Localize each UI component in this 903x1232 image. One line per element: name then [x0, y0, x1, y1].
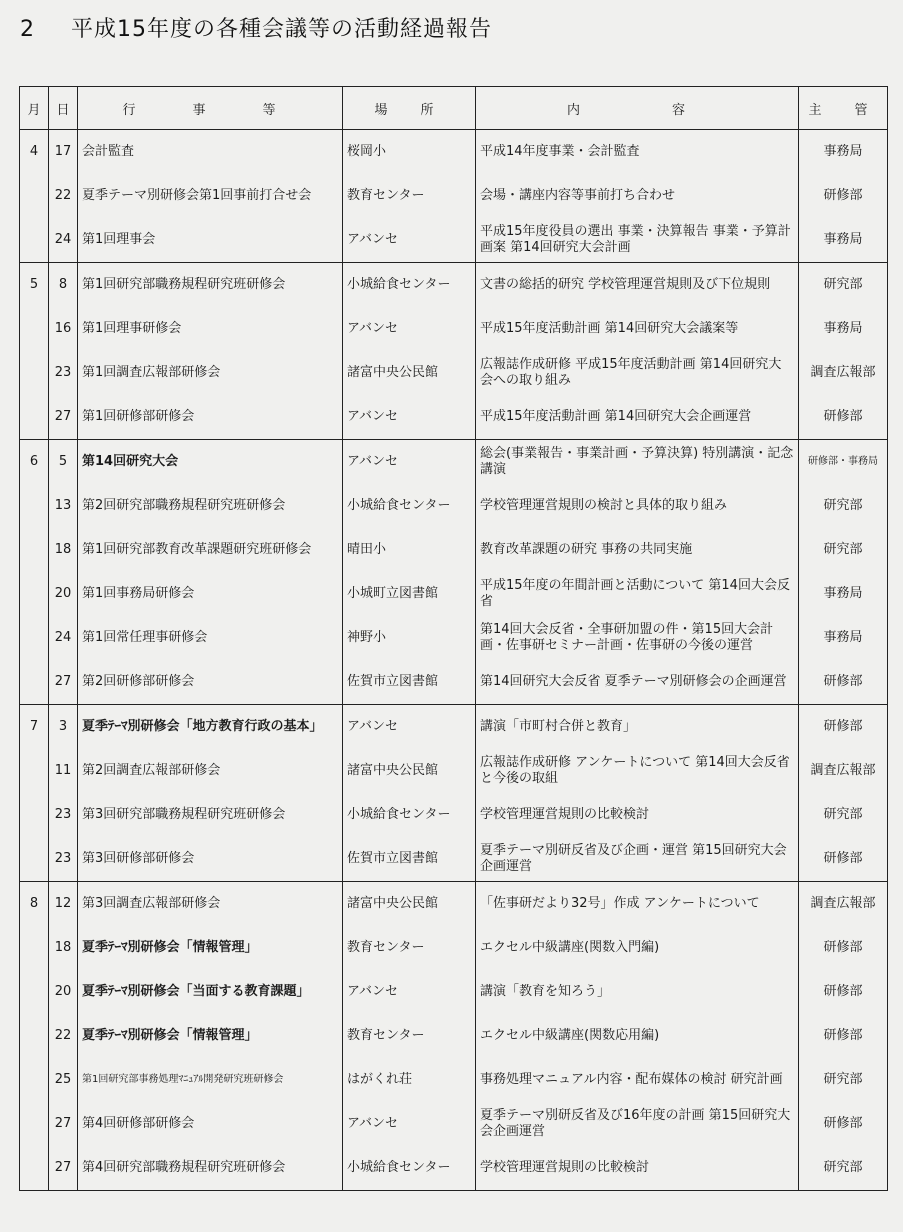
cell-month: [20, 1146, 49, 1191]
cell-place: 小城給食センター: [343, 484, 476, 528]
cell-event: 第1回研修部研修会: [78, 395, 343, 440]
cell-place: 桜岡小: [343, 130, 476, 175]
table-row: [20, 484, 888, 528]
cell-month: [20, 1102, 49, 1146]
cell-place: アバンセ: [343, 218, 476, 263]
cell-event: 第14回研究大会: [78, 440, 343, 485]
cell-month: [20, 1014, 49, 1058]
header-owner: 主 管: [799, 87, 888, 130]
table-row: [20, 528, 888, 572]
table-row: [20, 572, 888, 616]
cell-event: 第1回調査広報部研修会: [78, 351, 343, 395]
cell-event: 夏季ﾃｰﾏ別研修会「当面する教育課題」: [78, 970, 343, 1014]
cell-day: 3: [49, 705, 78, 750]
cell-event: 第2回調査広報部研修会: [78, 749, 343, 793]
header-day: 日: [49, 87, 78, 130]
cell-owner: 研修部: [799, 174, 888, 218]
cell-event: 第3回調査広報部研修会: [78, 882, 343, 927]
cell-month: [20, 528, 49, 572]
table-row: [20, 130, 888, 175]
cell-owner: 研究部: [799, 793, 888, 837]
cell-content: 学校管理運営規則の検討と具体的取り組み: [476, 484, 799, 528]
table-row: [20, 351, 888, 395]
cell-owner: 事務局: [799, 572, 888, 616]
cell-content: エクセル中級講座(関数応用編): [476, 1014, 799, 1058]
cell-day: 23: [49, 351, 78, 395]
cell-event: 第2回研修部研修会: [78, 660, 343, 705]
cell-content: 平成14年度事業・会計監査: [476, 130, 799, 175]
cell-event: 第4回研修部研修会: [78, 1102, 343, 1146]
cell-day: 12: [49, 882, 78, 927]
cell-event: 第1回理事会: [78, 218, 343, 263]
header-content: 内 容: [476, 87, 799, 130]
page-title: [20, 12, 492, 43]
cell-day: 11: [49, 749, 78, 793]
table-header-row: [20, 87, 888, 130]
table-row: [20, 793, 888, 837]
section-number: 2: [20, 17, 35, 42]
cell-day: 24: [49, 218, 78, 263]
cell-day: 20: [49, 572, 78, 616]
cell-content: 平成15年度役員の選出 事業・決算報告 事業・予算計画案 第14回研究大会計画: [476, 218, 799, 263]
cell-owner: 事務局: [799, 616, 888, 660]
cell-content: 「佐事研だより32号」作成 アンケートについて: [476, 882, 799, 927]
table-row: [20, 395, 888, 440]
table-row: [20, 440, 888, 485]
table-row: [20, 263, 888, 308]
cell-month: [20, 218, 49, 263]
cell-day: 23: [49, 793, 78, 837]
cell-place: アバンセ: [343, 705, 476, 750]
cell-day: 27: [49, 1146, 78, 1191]
cell-place: 晴田小: [343, 528, 476, 572]
cell-content: 夏季テーマ別研反省及び16年度の計画 第15回研究大会企画運営: [476, 1102, 799, 1146]
table-row: [20, 882, 888, 927]
table-row: [20, 218, 888, 263]
cell-place: 教育センター: [343, 926, 476, 970]
cell-content: 学校管理運営規則の比較検討: [476, 1146, 799, 1191]
cell-content: 総会(事業報告・事業計画・予算決算) 特別講演・記念講演: [476, 440, 799, 485]
cell-content: 文書の総括的研究 学校管理運営規則及び下位規則: [476, 263, 799, 308]
cell-day: 17: [49, 130, 78, 175]
cell-event: 夏季ﾃｰﾏ別研修会「地方教育行政の基本」: [78, 705, 343, 750]
cell-event: 会計監査: [78, 130, 343, 175]
table-row: [20, 926, 888, 970]
cell-month: [20, 395, 49, 440]
cell-place: 佐賀市立図書館: [343, 837, 476, 882]
cell-month: [20, 660, 49, 705]
cell-event: 第2回研究部職務規程研究班研修会: [78, 484, 343, 528]
cell-event: 第4回研究部職務規程研究班研修会: [78, 1146, 343, 1191]
cell-content: 第14回研究大会反省 夏季テーマ別研修会の企画運営: [476, 660, 799, 705]
table-row: [20, 307, 888, 351]
cell-place: 教育センター: [343, 174, 476, 218]
cell-day: 27: [49, 395, 78, 440]
cell-month: [20, 174, 49, 218]
cell-content: 講演「教育を知ろう」: [476, 970, 799, 1014]
cell-place: アバンセ: [343, 1102, 476, 1146]
cell-owner: 研修部: [799, 970, 888, 1014]
cell-content: 平成15年度の年間計画と活動について 第14回大会反省: [476, 572, 799, 616]
cell-owner: 事務局: [799, 218, 888, 263]
cell-place: 教育センター: [343, 1014, 476, 1058]
cell-event: 夏季ﾃｰﾏ別研修会「情報管理」: [78, 926, 343, 970]
cell-event: 第1回研究部職務規程研究班研修会: [78, 263, 343, 308]
cell-place: 神野小: [343, 616, 476, 660]
activity-table: [19, 86, 888, 1191]
cell-month: [20, 572, 49, 616]
cell-event: 第3回研究部職務規程研究班研修会: [78, 793, 343, 837]
table-row: [20, 749, 888, 793]
cell-event: 夏季テーマ別研修会第1回事前打合せ会: [78, 174, 343, 218]
cell-month: [20, 970, 49, 1014]
cell-day: 22: [49, 174, 78, 218]
cell-owner: 研究部: [799, 1058, 888, 1102]
cell-month: 7: [20, 705, 49, 750]
cell-day: 13: [49, 484, 78, 528]
cell-owner: 研究部: [799, 1146, 888, 1191]
cell-event: 第1回研究部教育改革課題研究班研修会: [78, 528, 343, 572]
cell-content: 広報誌作成研修 アンケートについて 第14回大会反省と今後の取組: [476, 749, 799, 793]
cell-owner: 研修部・事務局: [799, 440, 888, 485]
cell-content: 夏季テーマ別研反省及び企画・運営 第15回研究大会企画運営: [476, 837, 799, 882]
cell-month: 8: [20, 882, 49, 927]
cell-content: 教育改革課題の研究 事務の共同実施: [476, 528, 799, 572]
cell-owner: 研究部: [799, 528, 888, 572]
cell-day: 23: [49, 837, 78, 882]
cell-month: [20, 926, 49, 970]
cell-place: アバンセ: [343, 307, 476, 351]
cell-content: 平成15年度活動計画 第14回研究大会企画運営: [476, 395, 799, 440]
cell-event: 夏季ﾃｰﾏ別研修会「情報管理」: [78, 1014, 343, 1058]
table-row: [20, 174, 888, 218]
cell-owner: 研修部: [799, 395, 888, 440]
cell-day: 8: [49, 263, 78, 308]
header-event: 行 事 等: [78, 87, 343, 130]
cell-month: 4: [20, 130, 49, 175]
table-row: [20, 660, 888, 705]
cell-month: 6: [20, 440, 49, 485]
cell-content: 平成15年度活動計画 第14回研究大会議案等: [476, 307, 799, 351]
cell-month: [20, 351, 49, 395]
cell-month: 5: [20, 263, 49, 308]
table-row: [20, 1146, 888, 1191]
cell-owner: 研修部: [799, 705, 888, 750]
cell-content: 第14回大会反省・全事研加盟の件・第15回大会計画・佐事研セミナー計画・佐事研の今後の運営: [476, 616, 799, 660]
table-row: [20, 705, 888, 750]
cell-day: 27: [49, 660, 78, 705]
cell-owner: 研修部: [799, 1102, 888, 1146]
cell-day: 27: [49, 1102, 78, 1146]
cell-place: 諸富中央公民館: [343, 882, 476, 927]
cell-event: 第1回理事研修会: [78, 307, 343, 351]
table-row: [20, 1014, 888, 1058]
cell-content: 講演「市町村合併と教育」: [476, 705, 799, 750]
cell-day: 24: [49, 616, 78, 660]
cell-owner: 調査広報部: [799, 351, 888, 395]
section-title: 平成15年度の各種会議等の活動経過報告: [71, 17, 492, 42]
cell-day: 18: [49, 926, 78, 970]
cell-day: 16: [49, 307, 78, 351]
table-row: [20, 970, 888, 1014]
cell-month: [20, 793, 49, 837]
cell-content: エクセル中級講座(関数入門編): [476, 926, 799, 970]
cell-event: 第1回事務局研修会: [78, 572, 343, 616]
cell-day: 25: [49, 1058, 78, 1102]
cell-owner: 事務局: [799, 307, 888, 351]
cell-place: アバンセ: [343, 440, 476, 485]
cell-owner: 研修部: [799, 660, 888, 705]
cell-day: 18: [49, 528, 78, 572]
cell-place: アバンセ: [343, 395, 476, 440]
cell-owner: 研修部: [799, 1014, 888, 1058]
cell-month: [20, 749, 49, 793]
table-row: [20, 837, 888, 882]
cell-month: [20, 307, 49, 351]
cell-month: [20, 484, 49, 528]
cell-content: 学校管理運営規則の比較検討: [476, 793, 799, 837]
cell-day: 22: [49, 1014, 78, 1058]
cell-owner: 研修部: [799, 837, 888, 882]
cell-owner: 研究部: [799, 484, 888, 528]
cell-content: 事務処理マニュアル内容・配布媒体の検討 研究計画: [476, 1058, 799, 1102]
cell-place: 諸富中央公民館: [343, 351, 476, 395]
cell-owner: 事務局: [799, 130, 888, 175]
cell-event: 第1回研究部事務処理ﾏﾆｭｱﾙ開発研究班研修会: [78, 1058, 343, 1102]
cell-month: [20, 1058, 49, 1102]
table-row: [20, 616, 888, 660]
cell-event: 第1回常任理事研修会: [78, 616, 343, 660]
cell-owner: 調査広報部: [799, 882, 888, 927]
table-row: [20, 1102, 888, 1146]
cell-owner: 研究部: [799, 263, 888, 308]
cell-place: 佐賀市立図書館: [343, 660, 476, 705]
cell-owner: 研修部: [799, 926, 888, 970]
header-place: 場 所: [343, 87, 476, 130]
cell-day: 5: [49, 440, 78, 485]
cell-place: 小城町立図書館: [343, 572, 476, 616]
cell-month: [20, 616, 49, 660]
table-row: [20, 1058, 888, 1102]
cell-place: 小城給食センター: [343, 1146, 476, 1191]
cell-content: 会場・講座内容等事前打ち合わせ: [476, 174, 799, 218]
cell-month: [20, 837, 49, 882]
cell-event: 第3回研修部研修会: [78, 837, 343, 882]
cell-place: 諸富中央公民館: [343, 749, 476, 793]
cell-place: はがくれ荘: [343, 1058, 476, 1102]
cell-place: 小城給食センター: [343, 793, 476, 837]
cell-owner: 調査広報部: [799, 749, 888, 793]
cell-place: アバンセ: [343, 970, 476, 1014]
cell-place: 小城給食センター: [343, 263, 476, 308]
header-month: 月: [20, 87, 49, 130]
cell-day: 20: [49, 970, 78, 1014]
cell-content: 広報誌作成研修 平成15年度活動計画 第14回研究大会への取り組み: [476, 351, 799, 395]
